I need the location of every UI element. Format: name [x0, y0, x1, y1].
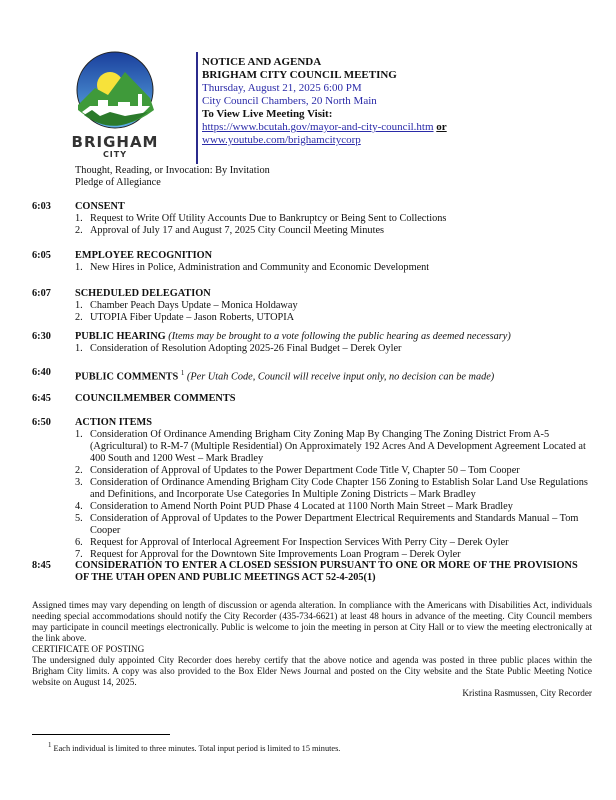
section-title	[75, 393, 235, 405]
agenda-item	[75, 343, 595, 355]
footnote	[48, 740, 340, 755]
agenda-item	[75, 513, 595, 537]
item-text: Chamber Peach Days Update – Monica Holdaway	[90, 300, 298, 311]
section-title-text: SCHEDULED DELEGATION	[75, 288, 211, 299]
section-title	[75, 201, 125, 213]
section-title-text: COUNCILMEMBER COMMENTS	[75, 393, 236, 404]
item-text: Consideration of Approval of Updates to the Power Department Electrical Requirements and Standards Manual – Tom Cooper	[90, 513, 579, 536]
section-time: 6:40	[32, 367, 51, 378]
item-text: Request for Approval of Interlocal Agreement For Inspection Services With Perry City – Derek Oyler	[90, 537, 509, 548]
or-text: or	[436, 121, 447, 133]
section-note: (Per Utah Code, Council will receive input only, no decision can be made)	[186, 371, 495, 383]
meeting-location: City Council Chambers, 20 North Main	[202, 95, 377, 107]
section-items	[75, 343, 595, 355]
item-number: 7.	[75, 549, 83, 560]
section-title-text: PUBLIC HEARING	[75, 331, 166, 342]
footnote-rule	[32, 734, 170, 735]
section-items	[75, 262, 595, 274]
youtube-link[interactable]: www.youtube.com/brighamcitycorp	[202, 134, 361, 146]
section-title-text: CONSIDERATION TO ENTER A CLOSED SESSION PURSUANT TO ONE OR MORE OF THE PROVISIONS OF THE UTAH OPEN AND PUBLIC MEETINGS ACT 52-4-205(1)	[75, 560, 578, 583]
header-block	[202, 56, 447, 147]
view-label: To View Live Meeting Visit:	[202, 108, 333, 120]
item-text: Consideration to Amend North Point PUD Phase 4 Located at 1100 North Main Street – Mark Bradley	[90, 501, 513, 512]
section-time: 6:07	[32, 288, 51, 299]
logo-sub: CITY	[102, 150, 128, 159]
logo-name: BRIGHAM	[71, 133, 159, 151]
agenda-item	[75, 213, 595, 225]
item-number: 3.	[75, 477, 83, 488]
footer	[32, 600, 592, 699]
footnote-text: Each individual is limited to three minutes. Total input period is limited to 15 minutes.	[53, 743, 341, 753]
section-time: 6:03	[32, 201, 51, 212]
section-title	[75, 417, 152, 429]
invocation: Thought, Reading, or Invocation: By Invitation	[75, 165, 270, 176]
item-number: 2.	[75, 312, 83, 323]
section-note: (Items may be brought to a vote following the public hearing as deemed necessary)	[168, 331, 511, 342]
footnote-ref: 1	[180, 369, 185, 377]
item-text: Request to Write Off Utility Accounts Due to Bankruptcy or Being Sent to Collections	[90, 213, 447, 224]
agenda-item	[75, 477, 595, 501]
section-title-text: PUBLIC COMMENTS	[75, 371, 179, 383]
meeting-title: BRIGHAM CITY COUNCIL MEETING	[202, 69, 397, 81]
item-text: Consideration of Approval of Updates to the Power Department Code Title V, Chapter 50 – Tom Cooper	[90, 465, 520, 476]
item-number: 1.	[75, 343, 83, 354]
section-title	[75, 288, 211, 300]
section-title-text: ACTION ITEMS	[75, 417, 152, 428]
item-number: 2.	[75, 465, 83, 476]
brigham-city-logo	[70, 50, 160, 159]
section-title	[75, 367, 494, 383]
section-items	[75, 213, 595, 237]
item-number: 6.	[75, 537, 83, 548]
item-number: 5.	[75, 513, 83, 524]
section-title-text: EMPLOYEE RECOGNITION	[75, 250, 213, 261]
agenda-item	[75, 465, 595, 477]
section-items	[75, 300, 595, 324]
item-number: 1.	[75, 262, 83, 273]
section-title	[75, 250, 212, 262]
item-text: New Hires in Police, Administration and Community and Economic Development	[90, 262, 430, 273]
agenda-item	[75, 501, 595, 513]
certificate-text: The undersigned duly appointed City Recorder does hereby certify that the above notice and agenda was posted in three public places within the Brigham City limits. A copy was also provided to the Box Elder News Journal and posted on the City website and the State Public Meeting Notice website on August 14, 2025.	[32, 655, 592, 687]
section-time: 6:50	[32, 417, 51, 428]
pledge: Pledge of Allegiance	[75, 177, 161, 188]
footnote-mark: 1	[48, 742, 52, 749]
section-time: 8:45	[32, 560, 51, 571]
item-number: 1.	[75, 429, 83, 440]
agenda-item	[75, 429, 595, 465]
item-text: Approval of July 17 and August 7, 2025 City Council Meeting Minutes	[90, 225, 385, 236]
agenda-item	[75, 262, 595, 274]
agenda-item	[75, 225, 595, 237]
section-title	[75, 560, 590, 584]
section-time: 6:05	[32, 250, 51, 261]
section-items	[75, 429, 595, 561]
logo-emblem-icon	[70, 50, 160, 130]
notice-title: NOTICE AND AGENDA	[202, 56, 322, 68]
meeting-date: Thursday, August 21, 2025 6:00 PM	[202, 82, 362, 94]
signature: Kristina Rasmussen, City Recorder	[462, 688, 592, 698]
item-number: 1.	[75, 213, 83, 224]
section-title	[75, 331, 511, 343]
agenda-item	[75, 312, 595, 324]
council-link[interactable]: https://www.bcutah.gov/mayor-and-city-council.htm	[202, 121, 434, 133]
header-divider	[196, 52, 198, 164]
agenda-item	[75, 300, 595, 312]
opening	[75, 165, 270, 189]
section-title-text: CONSENT	[75, 201, 125, 212]
item-number: 1.	[75, 300, 83, 311]
section-time: 6:30	[32, 331, 51, 342]
item-text: Consideration of Ordinance Amending Brigham City Code Chapter 156 Zoning to Establish Solar Land Use Regulations and Definitions, and Incorporate Use Categories In Multiple Zoning Districts – Mark Bradley	[90, 477, 588, 500]
item-number: 4.	[75, 501, 83, 512]
item-text: Consideration Of Ordinance Amending Brigham City Zoning Map By Changing The Zoning District From A-5 (Agricultural) to R-M-7 (Multiple Residential) On Approximately 192 Acres And A Development Agreement Located at 400 South and 1200 West – Mark Bradley	[90, 429, 586, 464]
section-time: 6:45	[32, 393, 51, 404]
item-text: Request for Approval for the Downtown Site Improvements Loan Program – Derek Oyler	[90, 549, 461, 560]
item-text: UTOPIA Fiber Update – Jason Roberts, UTOPIA	[90, 312, 295, 323]
agenda-item	[75, 537, 595, 549]
item-text: Consideration of Resolution Adopting 2025-26 Final Budget – Derek Oyler	[90, 343, 402, 354]
item-number: 2.	[75, 225, 83, 236]
disclaimer: Assigned times may vary depending on length of discussion or agenda alteration. In compliance with the Americans with Disabilities Act, individuals needing special accommodations should notify the City Recorder (435-734-6621) at least 48 hours in advance of the meeting. City Council members may participate in council meetings electronically. Public is welcome to join the meeting in person at City Hall or to view the meeting electronically at the link above.	[32, 600, 592, 643]
certificate-title: CERTIFICATE OF POSTING	[32, 644, 145, 654]
